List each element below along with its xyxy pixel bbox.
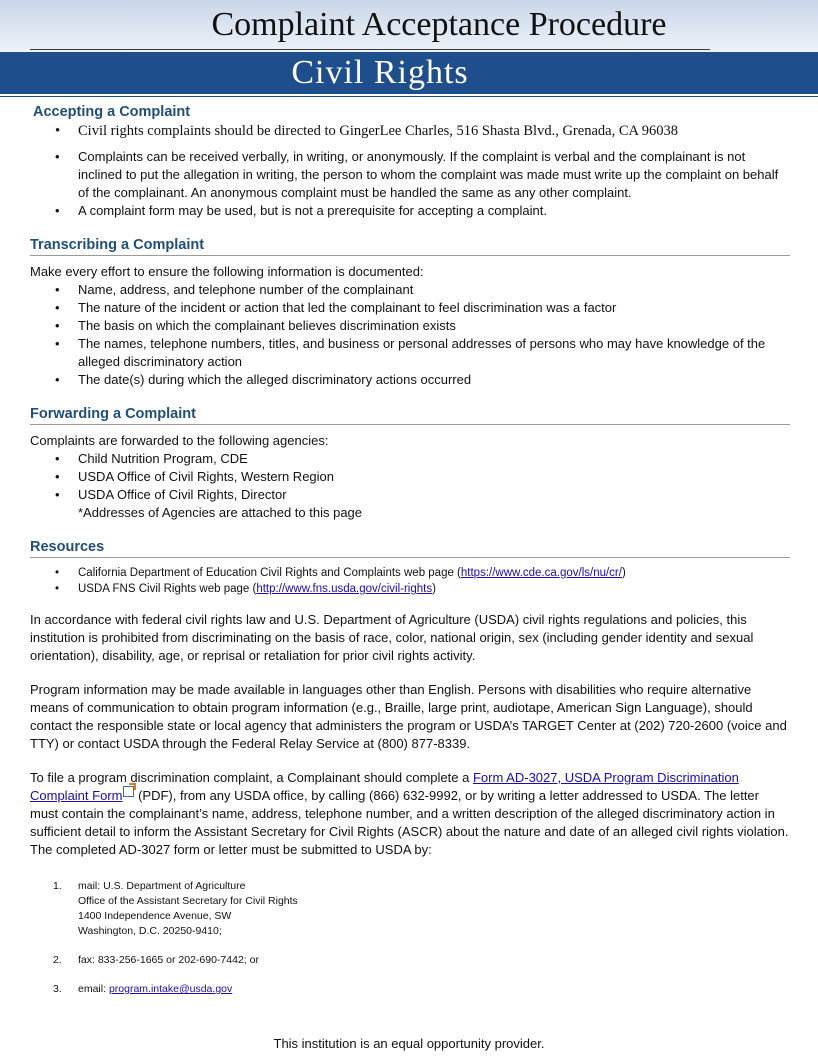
heading-accepting: Accepting a Complaint xyxy=(33,104,191,120)
bullet-dot: • xyxy=(55,123,61,139)
bullet-dot: • xyxy=(55,451,60,466)
list-item xyxy=(30,450,790,468)
section-divider xyxy=(30,557,790,558)
heading-forwarding: Forwarding a Complaint xyxy=(30,406,196,422)
mail-line: 1400 Independence Avenue, SW xyxy=(78,910,232,922)
document-header xyxy=(0,0,818,97)
bullet-dot: • xyxy=(55,300,60,315)
list-item xyxy=(30,486,790,504)
submission-methods-list xyxy=(30,879,790,997)
bullet-dot: • xyxy=(55,583,60,595)
cde-civil-rights-link[interactable]: https://www.cde.ca.gov/ls/nu/cr/ xyxy=(460,567,622,579)
bullet-dot: • xyxy=(55,487,60,502)
method-email xyxy=(30,982,790,997)
heading-transcribing: Transcribing a Complaint xyxy=(30,237,205,253)
method-number: 1. xyxy=(53,880,62,892)
bullet-dot: • xyxy=(55,567,60,579)
list-item xyxy=(30,565,790,581)
email-label: email: xyxy=(78,983,109,995)
fax-text: fax: 833-256-1665 or 202-690-7442; or xyxy=(78,954,259,966)
filing-text-after: (PDF), from any USDA office, by calling (866) 632-9992, or by writing a letter addressed to USDA. The letter must contain the complainant’s name, address, telephone number, and a written description of the alleged discriminatory action in sufficient detail to inform the Assistant Secretary for Civil Rights (ASCR) about the nature and date of an alleged civil rights violation. The completed AD-3027 form or letter must be submitted to USDA by: xyxy=(30,788,789,857)
list-item-text: Complaints can be received verbally, in writing, or anonymously. If the complaint is verbal and the complainant is not inclined to put the allegation in writing, the person to whom the complaint was made must write up the complaint on behalf of the complainant. An anonymous complaint must be handled the same as any other complaint. xyxy=(78,149,779,200)
list-item-text: The names, telephone numbers, titles, and business or personal addresses of persons who may have knowledge of the alleged discriminatory action xyxy=(78,336,766,369)
list-item xyxy=(30,202,790,220)
list-item-note xyxy=(30,504,790,522)
list-item xyxy=(30,299,790,317)
method-fax xyxy=(30,953,790,968)
band-title: Civil Rights xyxy=(291,54,469,91)
bullet-dot: • xyxy=(55,282,60,297)
resource-text-close: ) xyxy=(621,567,626,579)
bullet-dot: • xyxy=(55,372,60,387)
document-title: Complaint Acceptance Procedure xyxy=(211,6,667,43)
list-item xyxy=(30,581,790,597)
list-item xyxy=(30,468,790,486)
complaint-filing-paragraph xyxy=(30,769,790,859)
mail-line: mail: U.S. Department of Agriculture xyxy=(78,880,246,892)
heading-resources: Resources xyxy=(30,539,105,555)
forwarding-intro: Complaints are forwarded to the following agencies: xyxy=(30,433,329,448)
section-divider xyxy=(30,255,790,256)
program-intake-email-link[interactable]: program.intake@usda.gov xyxy=(108,983,233,995)
list-item xyxy=(30,122,790,140)
title-band xyxy=(0,52,818,94)
nondiscrimination-paragraph: In accordance with federal civil rights law and U.S. Department of Agriculture (USDA) civil rights regulations and policies, this institution is prohibited from discriminating on the basis of race, color, national origin, sex (including gender identity and sexual orientation), disability, age, or reprisal or retaliation for prior civil rights activity. xyxy=(30,612,754,663)
language-access-paragraph: Program information may be made available in languages other than English. Persons with disabilities who require alternative means of communication to obtain program information (e.g., Braille, large print, audiotape, American Sign Language), should contact the responsible state or local agency that administers the program or USDA’s TARGET Center at (202) 720-2600 (voice and TTY) or contact USDA through the Federal Relay Service at (800) 877-8339. xyxy=(30,682,787,751)
method-mail xyxy=(30,879,790,939)
list-item-text: USDA Office of Civil Rights, Director xyxy=(78,487,287,502)
accepting-list xyxy=(30,122,790,220)
bullet-dot: • xyxy=(55,318,60,333)
fns-civil-rights-link[interactable]: http://www.fns.usda.gov/civil-rights xyxy=(256,583,433,595)
filing-text-before: To file a program discrimination complaint, a Complainant should complete a xyxy=(30,770,473,785)
transcribing-intro: Make every effort to ensure the following information is documented: xyxy=(30,264,424,279)
document-body xyxy=(30,104,790,997)
transcribing-list xyxy=(30,281,790,389)
resource-text: USDA FNS Civil Rights web page ( xyxy=(78,583,257,595)
ad-3027-form-link[interactable]: Form AD-3027, USDA Program Discrimination Complaint Form xyxy=(30,770,739,803)
resources-list xyxy=(30,565,790,597)
mail-line: Washington, D.C. 20250-9410; xyxy=(78,925,222,937)
external-link-icon xyxy=(123,786,134,797)
equal-opportunity-footer: This institution is an equal opportunity provider. xyxy=(273,1036,545,1051)
method-number: 2. xyxy=(53,954,62,966)
resource-text: California Department of Education Civil Rights and Complaints web page ( xyxy=(78,567,461,579)
list-item-text: Child Nutrition Program, CDE xyxy=(78,451,248,466)
list-item-text: Civil rights complaints should be directed to GingerLee Charles, 516 Shasta Blvd., Grenada, CA 96038 xyxy=(78,123,679,139)
list-item-text: The nature of the incident or action that led the complainant to feel discrimination was a factor xyxy=(78,300,617,315)
list-item xyxy=(30,317,790,335)
bullet-dot: • xyxy=(55,149,60,164)
list-item xyxy=(30,148,790,202)
list-item-text: The date(s) during which the alleged discriminatory actions occurred xyxy=(78,372,472,387)
bullet-dot: • xyxy=(55,203,60,218)
resource-text-close: ) xyxy=(432,583,436,595)
mail-line: Office of the Assistant Secretary for Civil Rights xyxy=(78,895,298,907)
bullet-dot: • xyxy=(55,469,60,484)
list-item-text: The basis on which the complainant believes discrimination exists xyxy=(78,318,456,333)
list-item xyxy=(30,281,790,299)
list-item-text: A complaint form may be used, but is not a prerequisite for accepting a complaint. xyxy=(78,203,547,218)
forwarding-list xyxy=(30,450,790,522)
agency-address-note: *Addresses of Agencies are attached to this page xyxy=(78,505,363,520)
title-underline xyxy=(30,49,710,50)
list-item-text: Name, address, and telephone number of the complainant xyxy=(78,282,414,297)
bullet-dot: • xyxy=(55,336,60,351)
list-item-text: USDA Office of Civil Rights, Western Region xyxy=(78,469,335,484)
method-number: 3. xyxy=(53,983,62,995)
section-divider xyxy=(30,424,790,425)
list-item xyxy=(30,371,790,389)
list-item xyxy=(30,335,790,371)
